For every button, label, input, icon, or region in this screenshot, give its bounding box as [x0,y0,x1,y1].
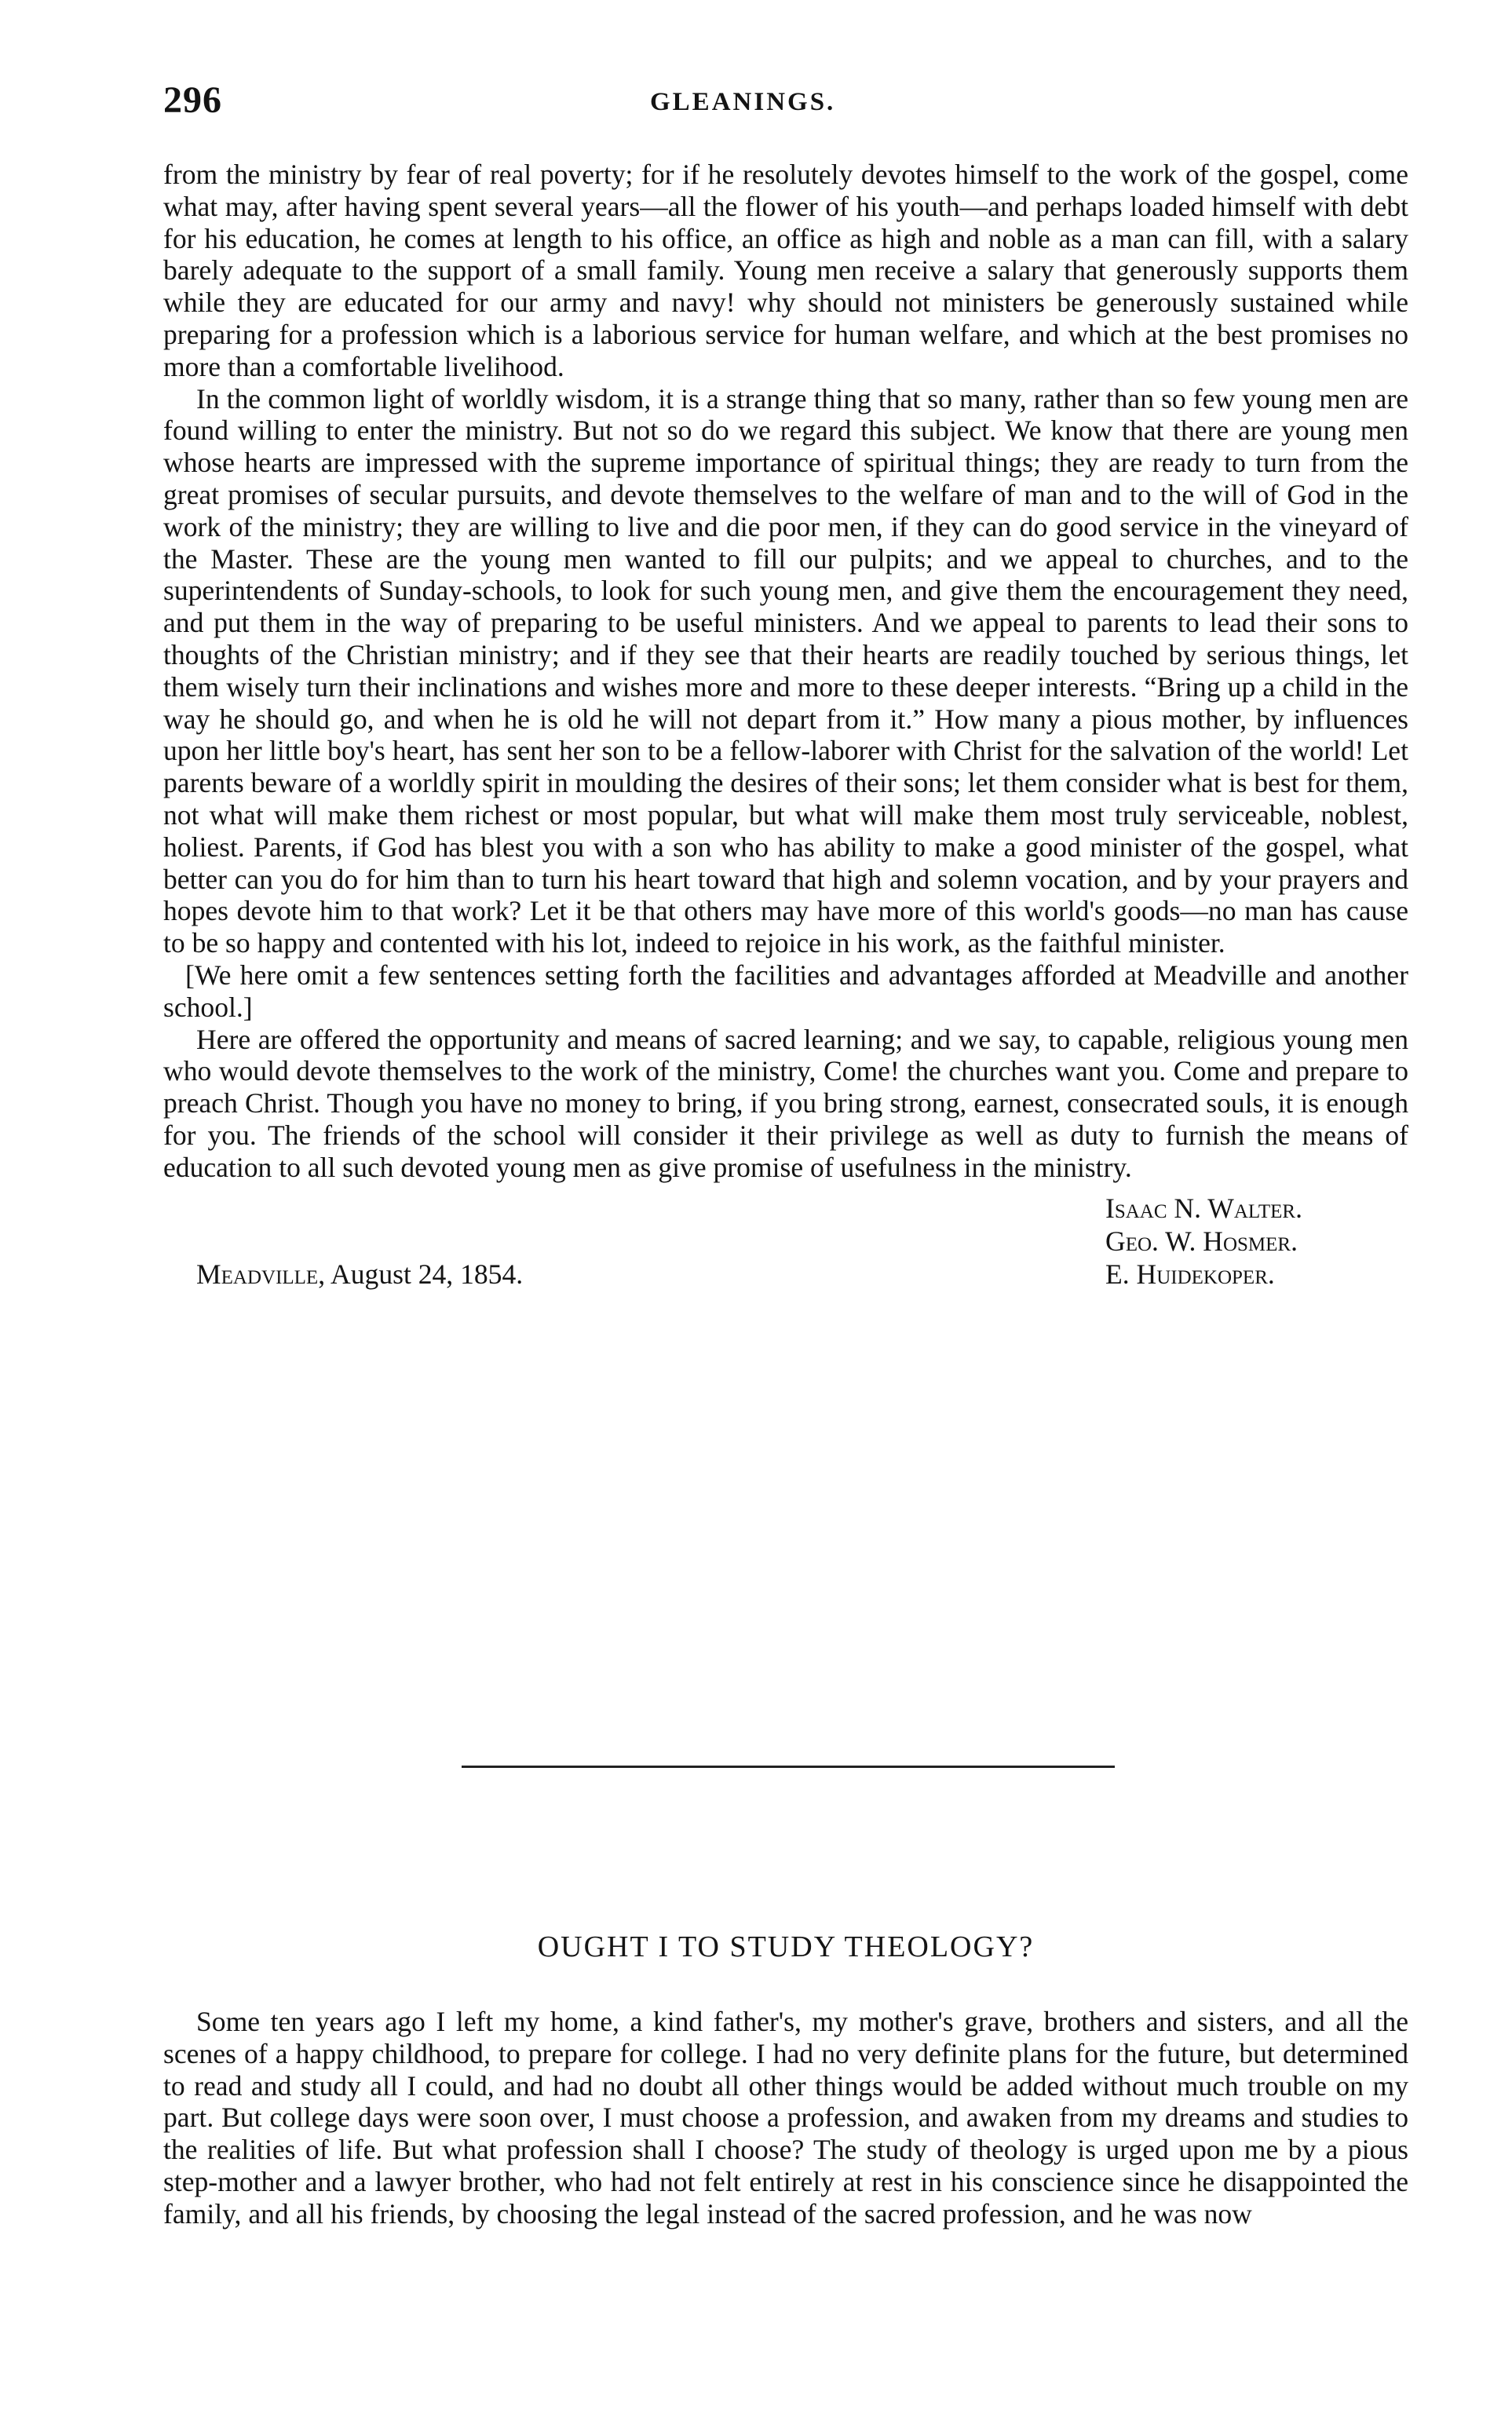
signature-block [163,1192,1408,1305]
date-text: August 24, 1854. [331,1258,524,1290]
signatory-name: Geo. W. Hosmer. [1105,1225,1298,1257]
article-body [163,2006,1408,2230]
place-date-line [196,1258,523,1291]
article-continuation [163,159,1408,1184]
article-paragraph: Some ten years ago I left my home, a kind father's, my mother's grave, brothers and sisters, and all the scenes of a happy childhood, to prepare for college. I had no very definite plans for the future, but determined to read and study all I could, and had no doubt all other things would be added without much trouble on my part. But college days were soon over, I must choose a profession, and awaken from my dreams and studies to the realities of life. But what profession shall I choose? The study of theology is urged upon me by a pious step-mother and a lawyer brother, who had not felt entirely at rest in his conscience since he disappointed the family, and all his friends, by choosing the legal instead of the sacred profession, and he was now [163,2006,1408,2230]
section-divider [462,1766,1115,1768]
page-number: 296 [163,79,222,121]
article-title: OUGHT I TO STUDY THEOLOGY? [537,1930,1035,1963]
running-head: GLEANINGS. [650,88,836,116]
signatory-name: Isaac N. Walter. [1105,1192,1302,1224]
signatory-name: E. Huidekoper. [1105,1258,1275,1290]
paragraph-4: Here are offered the opportunity and means of sacred learning; and we say, to capable, religious young men who would devote themselves to the work of the ministry, Come! the churches want you. Come and prepare to preach Christ. Though you have no money to bring, if you bring strong, earnest, consecrated souls, it is enough for you. The friends of the school will consider it their privilege as well as duty to furnish the means of education to all such devoted young men as give promise of usefulness in the ministry. [163,1023,1408,1183]
book-page [163,79,1408,2230]
page-header [163,79,1408,126]
paragraph-1: from the ministry by fear of real poverty; for if he resolutely devotes himself to the work of the gospel, come what may, after having spent several years—all the flower of his youth—and perhaps loaded himself with debt for his education, he comes at length to his office, an office as high and noble as a man can fill, with a salary barely adequate to the support of a small family. Young men receive a salary that generously supports them while they are educated for our army and navy! why should not ministers be generously sustained while preparing for a profession which is a laborious service for human welfare, and which at the best promises no more than a comfortable livelihood. [163,159,1408,382]
paragraph-2: In the common light of worldly wisdom, it is a strange thing that so many, rather than so few young men are found willing to enter the ministry. But not so do we regard this subject. We know that there are young men whose hearts are impressed with the supreme importance of spiritual things; they are ready to turn from the great promises of secular pursuits, and devote themselves to the welfare of man and to the will of God in the work of the ministry; they are willing to live and die poor men, if they can do good service in the vineyard of the Master. These are the young men wanted to fill our pulpits; and we appeal to churches, and to the superintendents of Sunday-schools, to look for such young men, and give them the encouragement they need, and put them in the way of preparing to be useful ministers. And we appeal to parents to lead their sons to thoughts of the Christian ministry; and if they see that their hearts are readily touched by serious things, let them wisely turn their inclinations and wishes more and more to these deeper interests. “Bring up a child in the way he should go, and when he is old he will not depart from it.” How many a pious mother, by influences upon her little boy's heart, has sent her son to be a fellow-laborer with Christ for the salvation of the world! Let parents beware of a worldly spirit in moulding the desires of their sons; let them consider what is best for them, not what will make them richest or most popular, but what will make them most truly serviceable, noblest, holiest. Parents, if God has blest you with a son who has ability to make a good minister of the gospel, what better can you do for him than to turn his heart toward that high and solemn vocation, and by your prayers and hopes devote him to that work? Let it be that others may have more of this world's goods—no man has cause to be so happy and contented with his lot, indeed to rejoice in his work, as the faithful minister. [163,382,1408,959]
signatory-list [1105,1192,1302,1291]
place-name: Meadville, [196,1258,326,1290]
editorial-note: [We here omit a few sentences setting forth the facilities and advantages afforded at Meadville and another school.] [163,959,1408,1023]
